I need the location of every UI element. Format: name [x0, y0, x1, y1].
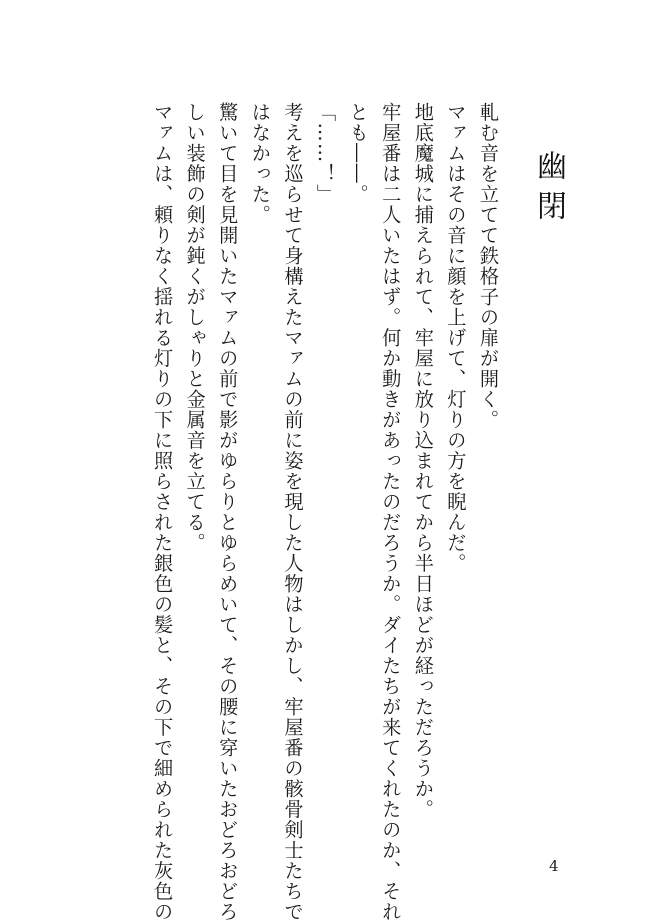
text-line: とも――。 — [346, 102, 370, 205]
text-line: 地底魔城に捕えられて、牢屋に放り込まれてから半日ほどが経っただろうか。 — [411, 102, 435, 820]
text-line: 驚いて目を見開いたマァムの前で影がゆらりとゆらめいて、その腰に穿いたおどろおどろ — [216, 102, 240, 922]
text-line: 牢屋番は二人いたはず。何か動きがあったのだろうか。ダイたちが来てくれたのか、それ — [379, 102, 403, 922]
text-line: 軋む音を立てて鉄格子の扉が開く。 — [477, 102, 500, 430]
text-line: はなかった。 — [248, 102, 272, 225]
page-number: 4 — [549, 857, 559, 875]
text-line: マァムは、頼りなく揺れる灯りの下に照らされた銀色の髪と、その下で細められた灰色の — [151, 102, 175, 922]
text-line: しい装飾の剣が鈍くがしゃりと金属音を立てる。 — [183, 102, 207, 553]
chapter-title: 幽閉 — [531, 150, 566, 230]
text-line: マァムはその音に顔を上げて、灯りの方を睨んだ。 — [444, 102, 468, 574]
text-line: 「……！」 — [314, 102, 338, 205]
body-text — [145, 102, 504, 922]
text-line: 考えを巡らせて身構えたマァムの前に姿を現した人物はしかし、牢屋番の骸骨剣士たちで — [281, 102, 305, 922]
